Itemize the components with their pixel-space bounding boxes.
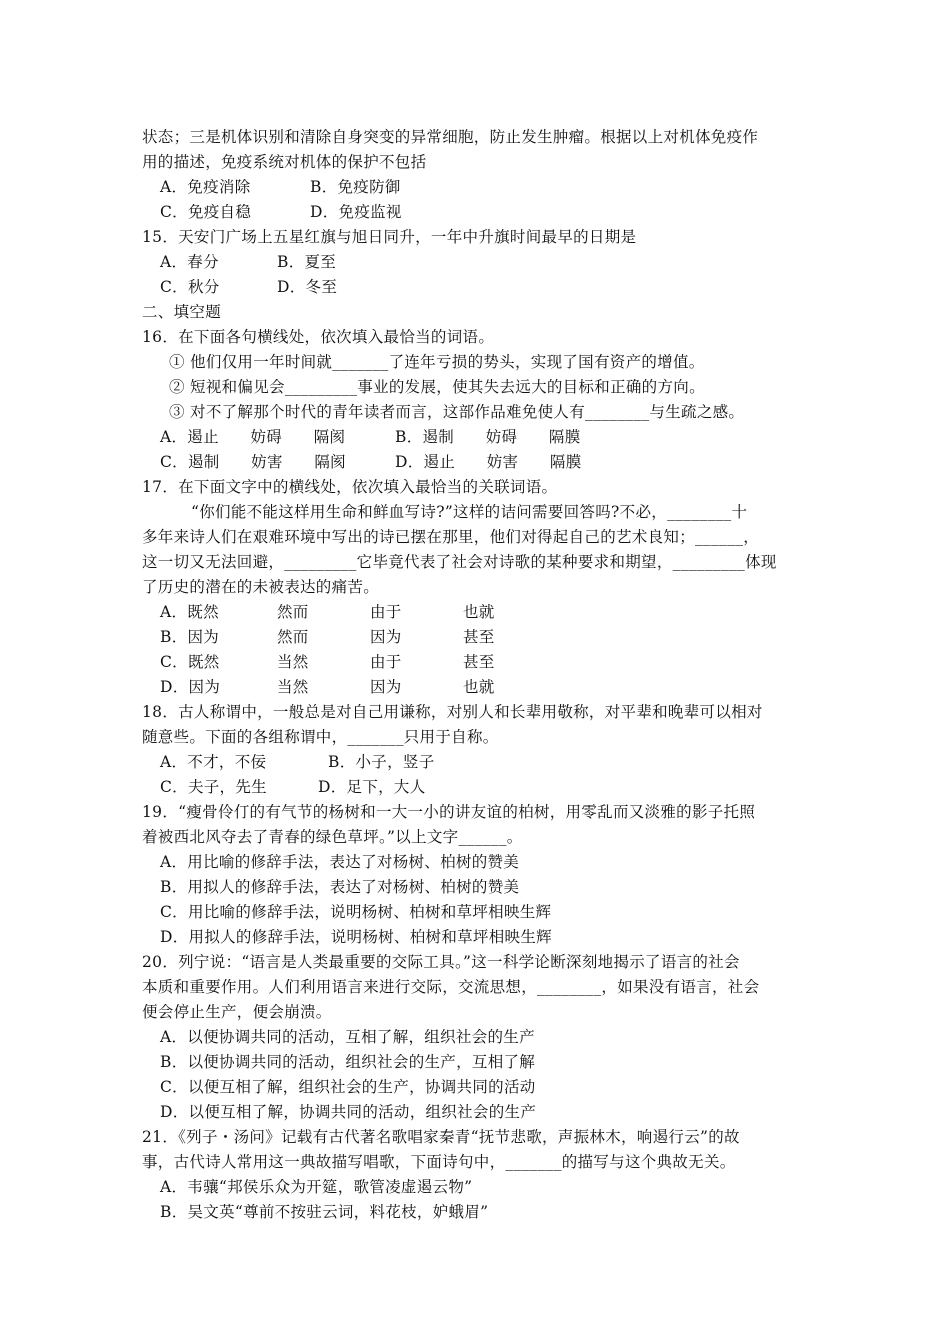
q16-option-d: D．遏止 妨害 隔膜 bbox=[395, 453, 582, 471]
q20-stem-line2: 本质和重要作用。人们利用语言来进行交际，交流思想，________，如果没有语言，社会 bbox=[142, 978, 760, 996]
q15-option-c: C．秋分 bbox=[160, 278, 220, 296]
q19-option-b: B．用拟人的修辞手法，表达了对杨树、柏树的赞美 bbox=[160, 878, 520, 896]
q15-stem: 15．天安门广场上五星红旗与旭日同升，一年中升旗时间最早的日期是 bbox=[142, 228, 637, 246]
q17-option-c-word4: 甚至 bbox=[463, 653, 495, 671]
q19-stem-line1: 19．“瘦骨伶仃的有气节的杨树和一大一小的讲友谊的柏树，用零乱而又淡雅的影子托照 bbox=[142, 803, 756, 821]
q17-option-c-word3: 由于 bbox=[370, 653, 402, 671]
q17-option-c-word2: 当然 bbox=[277, 653, 309, 671]
q20-option-c: C．以便互相了解，组织社会的生产，协调共同的活动 bbox=[160, 1078, 536, 1096]
q17-option-a-word3: 由于 bbox=[370, 603, 402, 621]
q21-stem-line2: 事，古代诗人常用这一典故描写唱歌，下面诗句中，_______的描写与这个典故无关。 bbox=[142, 1153, 736, 1171]
q19-option-c: C．用比喻的修辞手法，说明杨树、柏树和草坪相映生辉 bbox=[160, 903, 552, 921]
q18-option-b: B．小子，竖子 bbox=[328, 753, 435, 771]
q20-option-b: B．以便协调共同的活动，组织社会的生产，互相了解 bbox=[160, 1053, 536, 1071]
q15-option-a: A．春分 bbox=[160, 253, 219, 271]
q16-stem: 16．在下面各句横线处，依次填入最恰当的词语。 bbox=[142, 328, 495, 346]
q20-option-d: D．以便互相了解，协调共同的活动，组织社会的生产 bbox=[160, 1103, 537, 1121]
q19-option-a: A．用比喻的修辞手法，表达了对杨树、柏树的赞美 bbox=[160, 853, 520, 871]
q17-option-c-word1: C．既然 bbox=[160, 653, 220, 671]
q17-passage-line1: “你们能不能这样用生命和鲜血写诗?”这样的诘问需要回答吗?不必，________十 bbox=[191, 503, 748, 521]
q17-option-a-word1: A．既然 bbox=[160, 603, 219, 621]
q14-option-b: B．免疫防御 bbox=[310, 178, 401, 196]
q17-option-a-word2: 然而 bbox=[277, 603, 309, 621]
q16-option-a: A．遏止 妨碍 隔阂 bbox=[160, 428, 346, 446]
q17-option-d-word1: D．因为 bbox=[160, 678, 221, 696]
q16-sentence-3: ③ 对不了解那个时代的青年读者而言，这部作品难免使人有________与生疏之感。 bbox=[169, 403, 745, 421]
q18-option-c: C．夫子，先生 bbox=[160, 778, 267, 796]
q16-sentence-1: ① 他们仅用一年时间就_______了连年亏损的势头，实现了国有资产的增值。 bbox=[169, 353, 705, 371]
q18-option-a: A．不才，不佞 bbox=[160, 753, 267, 771]
q17-option-b-word4: 甚至 bbox=[463, 628, 495, 646]
q17-option-b-word3: 因为 bbox=[370, 628, 402, 646]
q20-stem-line1: 20．列宁说：“语言是人类最重要的交际工具。”这一科学论断深刻地揭示了语言的社会 bbox=[142, 953, 740, 971]
q17-passage-line3: 这一切又无法回避，_________它毕竟代表了社会对诗歌的某种要求和期望，_________体现 bbox=[142, 553, 777, 571]
q17-option-a-word4: 也就 bbox=[463, 603, 495, 621]
q18-stem-line1: 18．古人称谓中，一般总是对自己用谦称，对别人和长辈用敬称，对平辈和晚辈可以相对 bbox=[142, 703, 763, 721]
q20-option-a: A．以便协调共同的活动，互相了解，组织社会的生产 bbox=[160, 1028, 535, 1046]
q17-passage-line4: 了历史的潜在的未被表达的痛苦。 bbox=[142, 578, 380, 596]
q17-option-d-word3: 因为 bbox=[370, 678, 402, 696]
q17-stem: 17．在下面文字中的横线处，依次填入最恰当的关联词语。 bbox=[142, 478, 558, 496]
q17-option-d-word4: 也就 bbox=[463, 678, 495, 696]
q21-option-a: A．韦骧“邦侯乐众为开筵，歌管凌虚遏云物” bbox=[160, 1178, 473, 1196]
q16-option-c: C．遏制 妨害 隔阂 bbox=[160, 453, 346, 471]
q14-option-a: A．免疫消除 bbox=[160, 178, 251, 196]
q17-option-d-word2: 当然 bbox=[277, 678, 309, 696]
q16-option-b: B．遏制 妨碍 隔膜 bbox=[395, 428, 581, 446]
q17-passage-line2: 多年来诗人们在艰难环境中写出的诗已摆在那里，他们对得起自己的艺术良知；______， bbox=[142, 528, 760, 546]
q15-option-b: B．夏至 bbox=[277, 253, 337, 271]
q14-option-c: C．免疫自稳 bbox=[160, 203, 252, 221]
q19-option-d: D．用拟人的修辞手法，说明杨树、柏树和草坪相映生辉 bbox=[160, 928, 552, 946]
q15-option-d: D．冬至 bbox=[277, 278, 338, 296]
q16-sentence-2: ② 短视和偏见会_________事业的发展，使其失去远大的目标和正确的方向。 bbox=[169, 378, 705, 396]
q17-option-b-word2: 然而 bbox=[277, 628, 309, 646]
q14-stem-line2: 用的描述，免疫系统对机体的保护不包括 bbox=[142, 153, 427, 171]
q18-option-d: D．足下，大人 bbox=[318, 778, 426, 796]
q21-stem-line1: 21．《列子・汤问》记载有古代著名歌唱家秦青“抚节悲歌，声振林木，响遏行云”的故 bbox=[142, 1128, 740, 1146]
q20-stem-line3: 便会停止生产，便会崩溃。 bbox=[142, 1003, 332, 1021]
q14-option-d: D．免疫监视 bbox=[310, 203, 402, 221]
q21-option-b: B．吴文英“尊前不按驻云词，料花枝，妒蛾眉” bbox=[160, 1203, 489, 1221]
section-heading: 二、填空题 bbox=[142, 303, 222, 321]
q14-stem-line1: 状态；三是机体识别和清除自身突变的异常细胞，防止发生肿瘤。根据以上对机体免疫作 bbox=[142, 128, 759, 146]
q18-stem-line2: 随意些。下面的各组称谓中，_______只用于自称。 bbox=[142, 728, 499, 746]
q17-option-b-word1: B．因为 bbox=[160, 628, 220, 646]
q19-stem-line2: 着被西北风夺去了青春的绿色草坪。”以上文字______。 bbox=[142, 828, 523, 846]
